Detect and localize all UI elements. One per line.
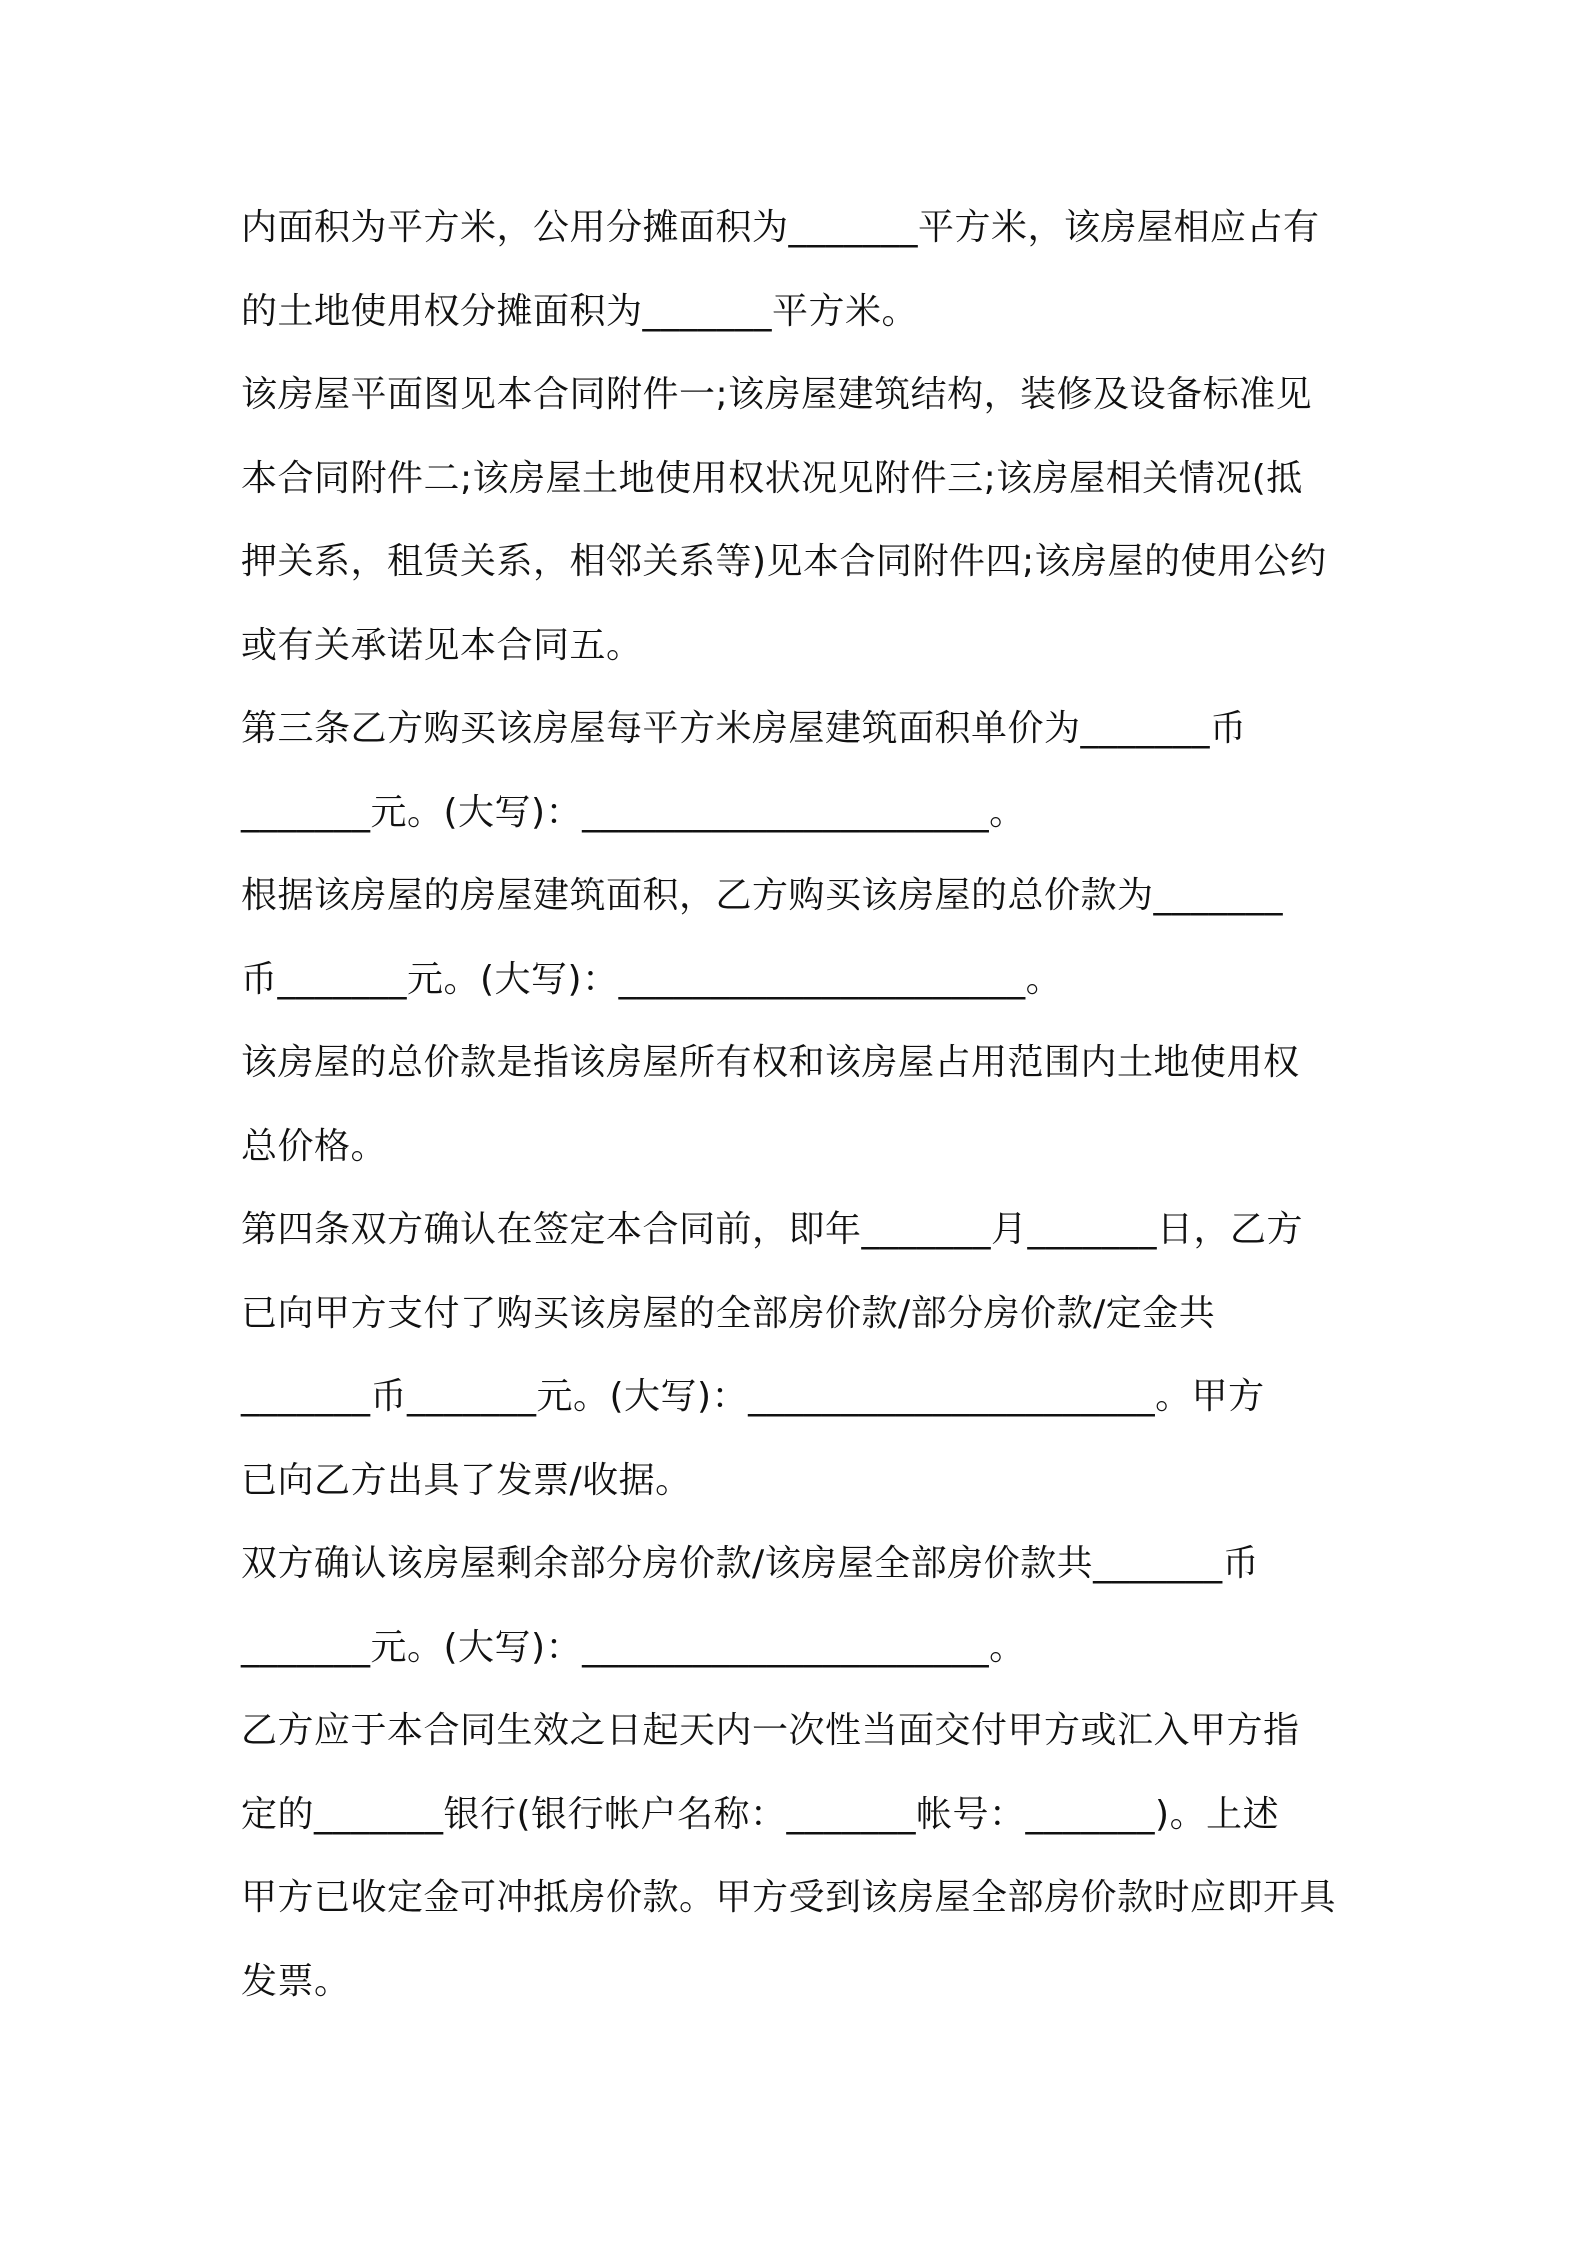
text-line: 第三条乙方购买该房屋每平方米房屋建筑面积单价为_______币 <box>241 708 1247 749</box>
text-line: 第四条双方确认在签定本合同前，即年_______月_______日，乙方 <box>241 1209 1304 1250</box>
text-line: 发票。 <box>241 1961 351 2002</box>
text-line: 已向乙方出具了发票/收据。 <box>241 1460 692 1501</box>
text-line: 或有关承诺见本合同五。 <box>241 625 643 666</box>
text-line: 内面积为平方米，公用分摊面积为_______平方米，该房屋相应占有 <box>241 207 1320 248</box>
text-line: 该房屋的总价款是指该房屋所有权和该房屋占用范围内土地使用权 <box>241 1042 1300 1083</box>
text-line: 币_______元。(大写)：______________________。 <box>241 959 1063 1000</box>
text-line: 定的_______银行(银行帐户名称：_______帐号：_______)。上述 <box>241 1794 1280 1835</box>
text-line: _______元。(大写)：______________________。 <box>241 1627 1026 1668</box>
text-line: 该房屋平面图见本合同附件一;该房屋建筑结构，装修及设备标准见 <box>241 374 1313 415</box>
text-line: 已向甲方支付了购买该房屋的全部房价款/部分房价款/定金共 <box>241 1293 1216 1334</box>
text-line: 押关系，租赁关系，相邻关系等)见本合同附件四;该房屋的使用公约 <box>241 541 1327 582</box>
text-line: 乙方应于本合同生效之日起天内一次性当面交付甲方或汇入甲方指 <box>241 1710 1300 1751</box>
text-line: 根据该房屋的房屋建筑面积，乙方购买该房屋的总价款为_______ <box>241 875 1284 916</box>
text-line: 本合同附件二;该房屋土地使用权状况见附件三;该房屋相关情况(抵 <box>241 458 1303 499</box>
text-line: _______元。(大写)：______________________。 <box>241 792 1026 833</box>
text-line: 甲方已收定金可冲抵房价款。甲方受到该房屋全部房价款时应即开具 <box>241 1877 1337 1918</box>
text-line: 双方确认该房屋剩余部分房价款/该房屋全部房价款共_______币 <box>241 1543 1260 1584</box>
text-line: 总价格。 <box>241 1126 388 1167</box>
text-line: 的土地使用权分摊面积为_______平方米。 <box>241 291 919 332</box>
text-line: _______币_______元。(大写)：______________________。甲方 <box>241 1376 1265 1417</box>
